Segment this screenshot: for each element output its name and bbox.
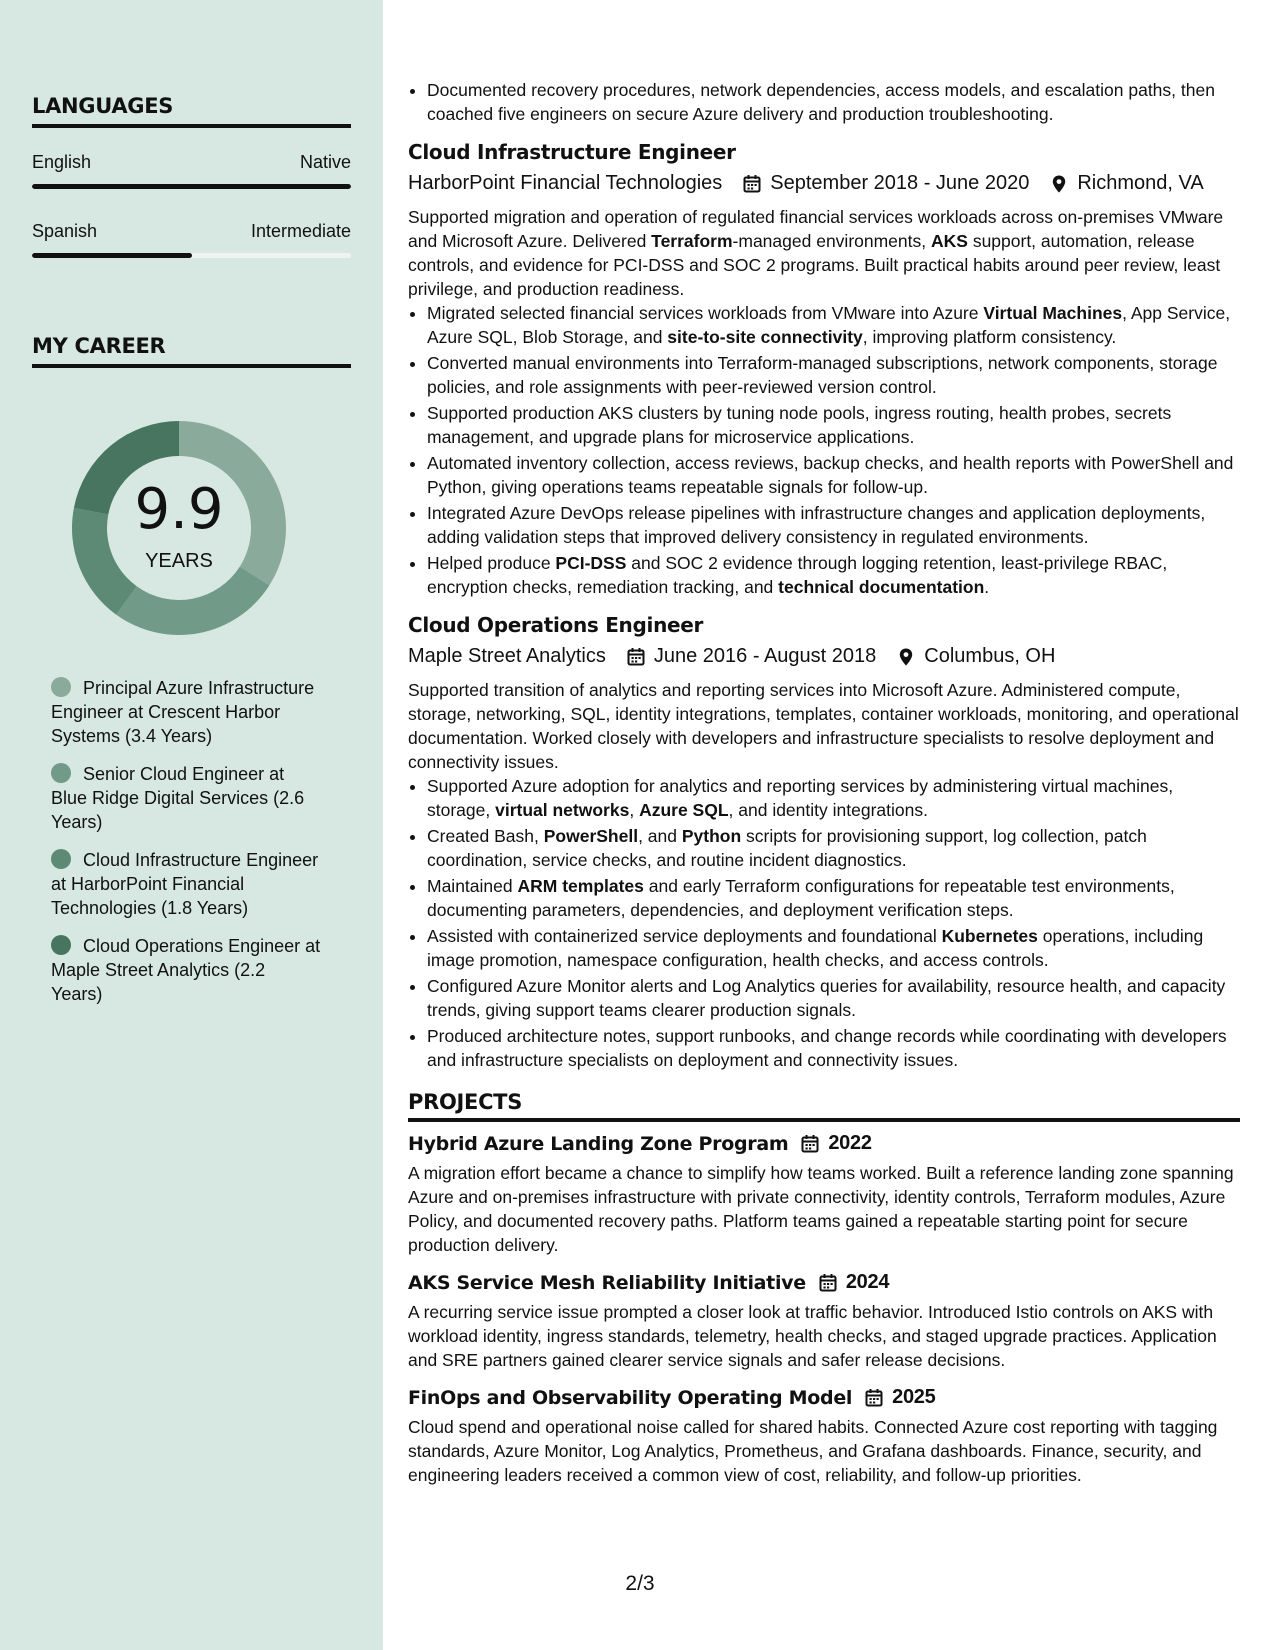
legend-dot [51,935,71,955]
map-pin-icon [896,647,916,667]
job-entry [408,140,1240,599]
page-number: 2/3 [625,1572,655,1595]
bullet-item: • Assisted with containerized service deployments and foundational Kubernetes operations, including image promotion, namespace configuration, health checks, and access controls. [427,924,1240,972]
language-name: English [32,152,92,172]
job-dates: June 2016 - August 2018 [653,645,877,667]
project-title: FinOps and Observability Operating Model [408,1386,853,1409]
project-description: A migration effort became a chance to simplify how teams worked. Built a reference landing zone spanning Azure and on-premises infrastructure with private connectivity, identity controls, Terraform modules, Azure Policy, and documented recovery paths. Platform teams gained a repeatable starting point for secure production delivery. [408,1163,1234,1255]
calendar-icon [742,174,762,194]
project-entry [408,1271,1240,1372]
bullet-item: • Converted manual environments into Terraform-managed subscriptions, network components, storage policies, and role assignments with peer-reviewed version control. [427,351,1240,399]
project-title: Hybrid Azure Landing Zone Program [408,1132,789,1155]
language-bar-fill [32,253,192,258]
project-description: Cloud spend and operational noise called for shared habits. Connected Azure cost reporting with tagging standards, Azure Monitor, Log Analytics, Prometheus, and Grafana dashboards. Finance, security, and engineering leaders received a common view of cost, reliability, and follow-up priorities. [408,1417,1218,1485]
bullet-item: • Supported Azure adoption for analytics and reporting services by administering virtual machines, storage, virtual networks, Azure SQL, and identity integrations. [427,774,1240,822]
job-bullets [408,301,1240,599]
language-bar-english [32,184,351,189]
bullet-item: • Automated inventory collection, access reviews, backup checks, and health reports with PowerShell and Python, giving operations teams repeatable signals for follow-up. [427,451,1240,499]
project-title-row [408,1386,1240,1409]
language-name: Spanish [32,221,98,241]
project-year: 2025 [892,1386,936,1408]
career-heading: MY CAREER [32,334,351,368]
bullet-item: • Helped produce PCI-DSS and SOC 2 evidence through logging retention, least-privilege RBAC, encryption checks, remediation tracking, and technical documentation. [427,551,1240,599]
career-legend-label: Cloud Operations Engineer at Maple Street Analytics (2.2 Years) [51,936,321,1004]
calendar-icon [800,1134,820,1154]
project-description: A recurring service issue prompted a closer look at traffic behavior. Introduced Istio controls on AKS with workload identity, ingress standards, telemetry, health checks, and staged upgrade practices. Application and SRE partners gained clearer service signals and safer release decisions. [408,1302,1217,1370]
job-entry [408,613,1240,1072]
project-title-row [408,1132,1240,1155]
donut-segment-2 [116,567,269,635]
career-total-years: 9.9 [134,477,224,542]
bullet-item: • Produced architecture notes, support runbooks, and change records while coordinating with developers and infrastructure specialists on deployment and connectivity issues. [427,1024,1240,1072]
languages-heading: LANGUAGES [32,94,351,128]
career-legend [51,676,321,1020]
language-row-spanish [32,221,351,242]
job-summary: Supported migration and operation of regulated financial services workloads across on-premises VMware and Microsoft Azure. Delivered Terraform-managed environments, AKS support, automation, release controls, and evidence for PCI-DSS and SOC 2 programs. Built practical habits around peer review, least privilege, and production readiness. [408,207,1224,299]
legend-dot [51,849,71,869]
career-total-unit: YEARS [145,550,213,572]
main-content [408,78,1240,1487]
career-legend-label: Senior Cloud Engineer at Blue Ridge Digital Services (2.6 Years) [51,764,305,832]
previous-job-bullets [408,78,1240,126]
language-row-english [32,152,351,173]
career-legend-item [51,676,321,748]
project-title: AKS Service Mesh Reliability Initiative [408,1271,806,1294]
project-entry [408,1132,1240,1257]
job-location: Richmond, VA [1077,172,1204,194]
job-company: Maple Street Analytics [408,645,606,667]
project-year: 2022 [828,1132,872,1154]
calendar-icon [626,647,646,667]
job-meta [408,172,1240,195]
calendar-icon [864,1388,884,1408]
language-level: Native [299,152,351,172]
bullet-item: • Maintained ARM templates and early Terraform configurations for repeatable test environments, documenting parameters, dependencies, and deployment verification steps. [427,874,1240,922]
calendar-icon [818,1273,838,1293]
career-legend-label: Cloud Infrastructure Engineer at HarborPoint Financial Technologies (1.8 Years) [51,850,319,918]
job-meta [408,645,1240,668]
map-pin-icon [1049,174,1069,194]
language-bar-fill [32,184,351,189]
projects-heading: PROJECTS [408,1090,1240,1122]
career-legend-item [51,934,321,1006]
language-bar-spanish [32,253,351,258]
project-title-row [408,1271,1240,1294]
job-title: Cloud Infrastructure Engineer [408,140,736,164]
job-location: Columbus, OH [924,645,1056,667]
job-company: HarborPoint Financial Technologies [408,172,723,194]
sidebar [0,0,383,1650]
career-legend-item [51,762,321,834]
bullet-item: • Documented recovery procedures, network dependencies, access models, and escalation paths, then coached five engineers on secure Azure delivery and production troubleshooting. [427,78,1240,126]
job-title: Cloud Operations Engineer [408,613,704,637]
project-entry [408,1386,1240,1487]
job-summary: Supported transition of analytics and reporting services into Microsoft Azure. Administered compute, storage, networking, SQL, identity integrations, templates, container workloads, monitoring, and operational documentation. Worked closely with developers and infrastructure specialists to resolve deployment and connectivity issues. [408,680,1239,772]
bullet-item: • Integrated Azure DevOps release pipelines with infrastructure changes and application deployments, adding validation steps that improved delivery consistency in regulated environments. [427,501,1240,549]
legend-dot [51,763,71,783]
bullet-item: • Supported production AKS clusters by tuning node pools, ingress routing, health probes, secrets management, and upgrade plans for microservice applications. [427,401,1240,449]
project-year: 2024 [845,1271,890,1293]
career-legend-label: Principal Azure Infrastructure Engineer at Crescent Harbor Systems (3.4 Years) [51,678,315,746]
bullet-item: • Migrated selected financial services workloads from VMware into Azure Virtual Machines, App Service, Azure SQL, Blob Storage, and site-to-site connectivity, improving platform consistency. [427,301,1240,349]
career-legend-item [51,848,321,920]
bullet-item: • Configured Azure Monitor alerts and Log Analytics queries for availability, resource health, and capacity trends, giving support teams clearer production signals. [427,974,1240,1022]
language-level: Intermediate [250,221,351,241]
legend-dot [51,677,71,697]
job-bullets [408,774,1240,1072]
bullet-item: • Created Bash, PowerShell, and Python scripts for provisioning support, log collection, patch coordination, service checks, and routine incident diagnostics. [427,824,1240,872]
job-dates: September 2018 - June 2020 [770,172,1030,194]
